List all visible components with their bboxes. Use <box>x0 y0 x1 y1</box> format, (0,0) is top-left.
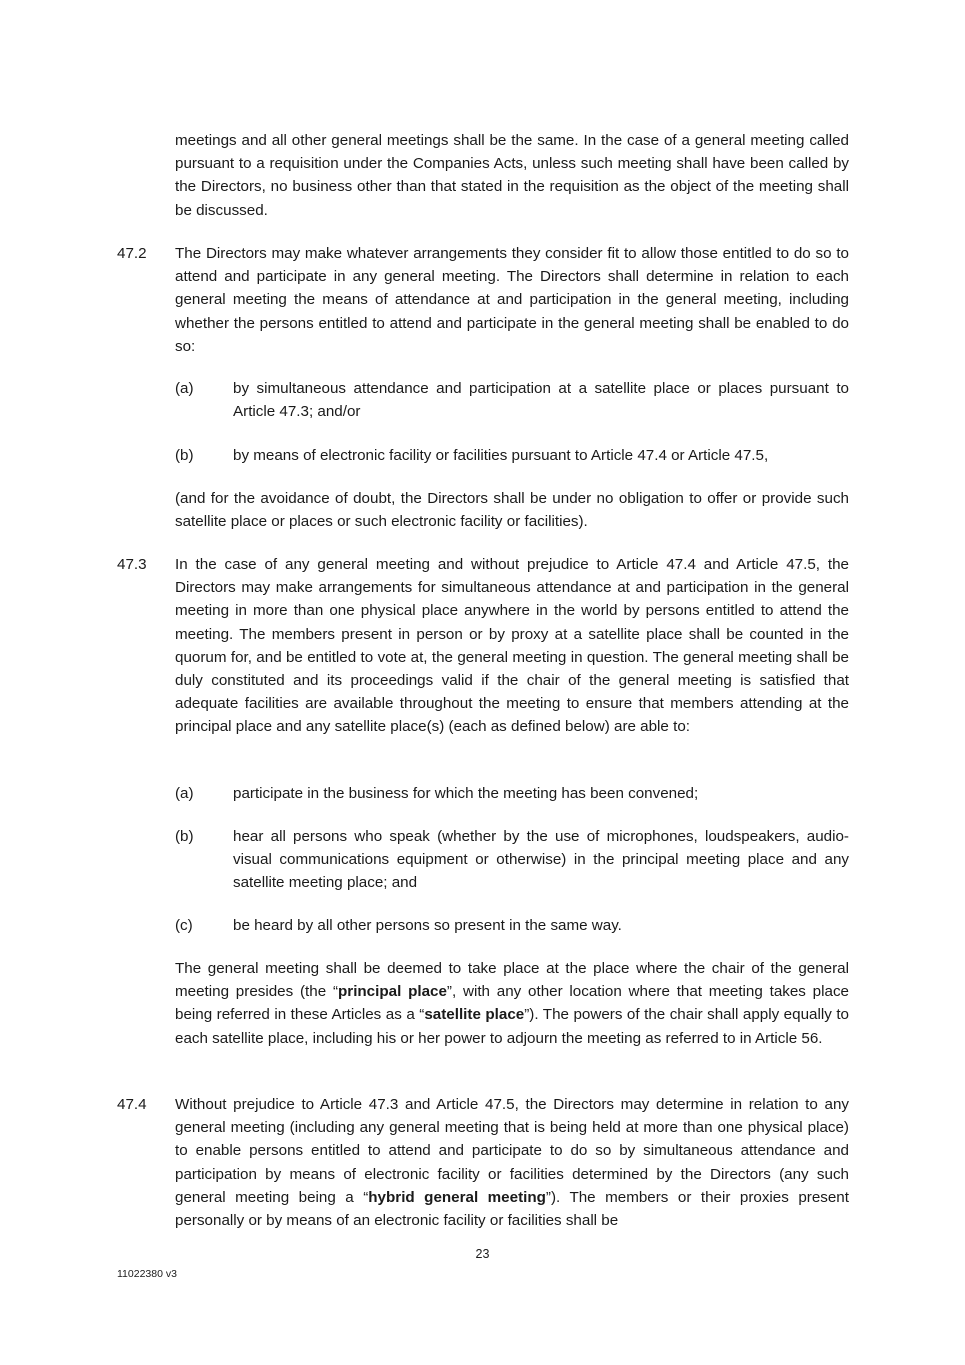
clause-47-3-item-label: (a) <box>175 785 194 802</box>
clause-47-2-text: The Directors may make whatever arrangements they consider fit to allow those entitled to do so to attend and participate in any general meeting. The Directors shall determine in relation to each general meeting the means of attendance at and participation in the general meeting, including whether the persons entitled to attend and participate in the general meeting shall be enabled to do so: <box>175 245 849 355</box>
clause-47-3-item-text: be heard by all other persons so present in the same way. <box>233 917 622 934</box>
clause-47-3-item-label: (c) <box>175 917 193 934</box>
document-reference: 11022380 v3 <box>117 1268 177 1280</box>
defined-term-principal-place: principal place <box>338 983 447 1001</box>
closing-text: ”, with any other location where that meeting takes place being referred in these Articles as a “ <box>175 983 849 1024</box>
clause-47-4-part: Without prejudice to Article 47.3 and Article 47.5, the Directors may determine in relation to any general meeting (including any general meeting that is being held at more than one physical place) to enable persons entitled to attend and participate to do so by simultaneous attendance and participation by means of electronic facility or facilities determined by the Directors (any such general meeting being a “ <box>175 1096 849 1206</box>
clause-47-3-item-text: participate in the business for which the meeting has been convened; <box>233 785 699 802</box>
clause-number-47-3: 47.3 <box>117 556 147 573</box>
page-number: 23 <box>475 1247 490 1261</box>
closing-text: ”). The powers of the chair shall apply equally to each satellite place, including his or her power to adjourn the meeting as referred to in Article 56. <box>175 1006 849 1047</box>
clause-47-2-item-text: by means of electronic facility or facilities pursuant to Article 47.4 or Article 47.5, <box>233 447 769 464</box>
defined-term-satellite-place: satellite place <box>424 1006 525 1024</box>
clause-47-2-item-text: by simultaneous attendance and participation at a satellite place or places pursuant to Article 47.3; and/or <box>233 380 849 421</box>
clause-47-2-item-label: (a) <box>175 380 194 397</box>
clause-47-3-item-label: (b) <box>175 828 194 845</box>
clause-number-47-2: 47.2 <box>117 245 147 262</box>
clause-47-2-item-label: (b) <box>175 447 194 464</box>
clause-47-4-text <box>175 1093 849 1232</box>
clause-47-3-item-text: hear all persons who speak (whether by the use of microphones, loudspeakers, audio-visual communications equipment or otherwise) in the principal meeting place and any satellite meeting place; and <box>233 828 849 892</box>
clause-47-2-closing: (and for the avoidance of doubt, the Directors shall be under no obligation to offer or provide such satellite place or places or such electronic facility or facilities). <box>175 490 849 531</box>
closing-text: The general meeting shall be deemed to take place at the place where the chair of the general meeting presides (the “ <box>175 960 849 1001</box>
intro-paragraph: meetings and all other general meetings shall be the same. In the case of a general meeting called pursuant to a requisition under the Companies Acts, unless such meeting shall have been called by the Directors, no business other than that stated in the requisition as the object of the meeting shall be discussed. <box>175 132 849 219</box>
clause-number-47-4: 47.4 <box>117 1096 147 1113</box>
defined-term-hybrid-general-meeting: hybrid general meeting <box>368 1188 546 1206</box>
clause-47-3-text: In the case of any general meeting and without prejudice to Article 47.4 and Article 47.5, the Directors may make arrangements for simultaneous attendance at and participation in the general meeting in more than one physical place anywhere in the world by persons entitled to attend the meeting. The members present in person or by proxy at a satellite place shall be counted in the quorum for, and be entitled to vote at, the general meeting in question. The general meeting shall be duly constituted and its proceedings valid if the chair of the general meeting is satisfied that adequate facilities are available throughout the meeting to ensure that members attending at the principal place and any satellite place(s) (each as defined below) are able to: <box>175 556 849 736</box>
clause-47-4-part: ”). The members or their proxies present personally or by means of an electronic facility or facilities shall be <box>175 1188 849 1230</box>
clause-47-3-closing <box>175 957 849 1050</box>
